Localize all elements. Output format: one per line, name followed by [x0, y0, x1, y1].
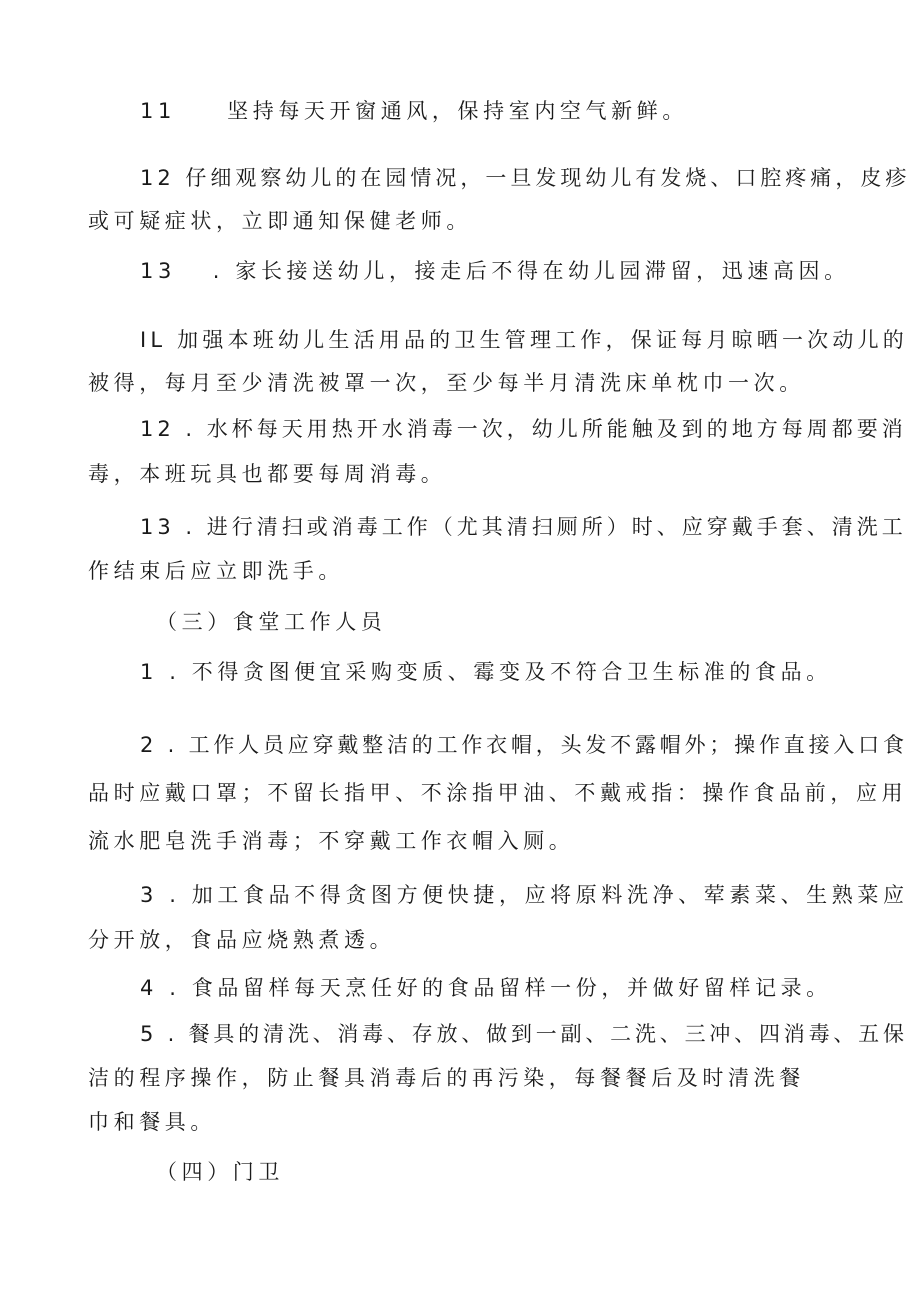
canteen-item-1: 1 . 不得贪图便宜采购变质、霉变及不符合卫生标准的食品。	[140, 660, 832, 684]
paragraph-12-line-1: 12 仔细观察幼儿的在园情况，一旦发现幼儿有发烧、口腔疼痛，皮疹	[140, 166, 911, 190]
paragraph-13b-line-2: 作结束后应立即洗手。	[88, 559, 344, 583]
paragraph-12b-line-1: 12 . 水杯每天用热开水消毒一次，幼儿所能触及到的地方每周都要消	[140, 417, 907, 441]
paragraph-12-line-2: 或可疑症状，立即通知保健老师。	[88, 209, 472, 233]
canteen-item-2-line-2: 品时应戴口罩；不留长指甲、不涂指甲油、不戴戒指：操作食品前，应用	[88, 781, 908, 805]
canteen-item-2-line-1: 2 . 工作人员应穿戴整洁的工作衣帽，头发不露帽外；操作直接入口食	[140, 733, 908, 757]
canteen-item-3-line-2: 分开放，食品应烧熟煮透。	[88, 928, 396, 952]
canteen-item-5-line-1: 5 . 餐具的清洗、消毒、存放、做到一副、二洗、三冲、四消毒、五保	[140, 1022, 908, 1046]
canteen-item-2-line-3: 流水肥皂洗手消毒；不穿戴工作衣帽入厕。	[88, 829, 575, 853]
canteen-item-4: 4 . 食品留样每天烹任好的食品留样一份，并做好留样记录。	[140, 976, 832, 1000]
section-heading-4: （四）门卫	[156, 1160, 284, 1184]
paragraph-13b-line-1: 13 . 进行清扫或消毒工作（尤其清扫厕所）时、应穿戴手套、清洗工	[140, 515, 907, 539]
paragraph-11-line-1: 11 坚持每天开窗通风，保持室内空气新鲜。	[140, 99, 688, 123]
section-heading-3: （三）食堂工作人员	[156, 610, 387, 634]
paragraph-il-line-2: 被得，每月至少清洗被罩一次，至少每半月清洗床单枕巾一次。	[88, 371, 805, 395]
paragraph-13-line-1: 13 . 家长接送幼儿，接走后不得在幼儿园滞留，迅速高因。	[140, 259, 850, 283]
canteen-item-5-line-2: 洁的程序操作，防止餐具消毒后的再污染，每餐餐后及时清洗餐	[88, 1066, 805, 1090]
paragraph-il-line-1: IL 加强本班幼儿生活用品的卫生管理工作，保证每月晾晒一次动儿的	[140, 328, 908, 352]
canteen-item-5-line-3: 巾和餐具。	[88, 1110, 216, 1134]
canteen-item-3-line-1: 3 . 加工食品不得贪图方便快捷，应将原料洗净、荤素菜、生熟菜应	[140, 883, 909, 907]
paragraph-12b-line-2: 毒，本班玩具也都要每周消毒。	[88, 462, 447, 486]
